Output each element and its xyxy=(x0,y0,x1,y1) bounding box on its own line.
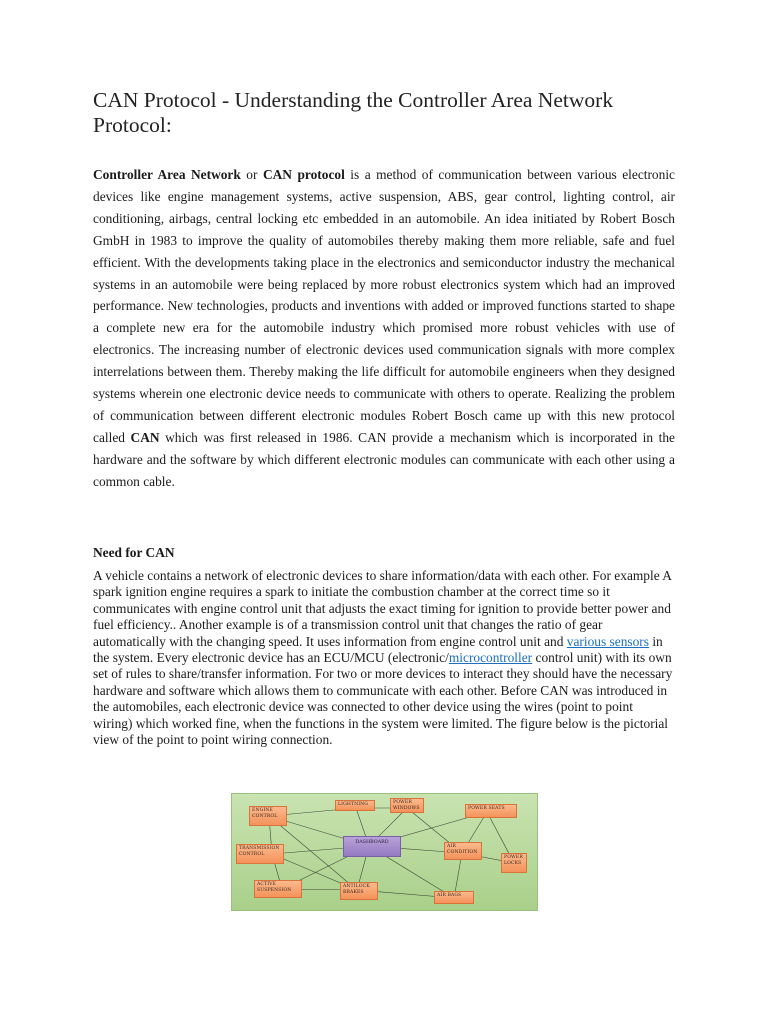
link-various-sensors[interactable]: various sensors xyxy=(566,633,649,649)
node-active-suspension: ACTIVE SUSPENSION xyxy=(254,880,302,898)
section-heading-need-for-can: Need for CAN xyxy=(93,545,175,560)
node-transmission-control: TRANSMISSION CONTROL xyxy=(236,844,284,864)
node-dashboard: DASHBOARD xyxy=(343,836,401,857)
node-power-windows: POWER WINDOWS xyxy=(390,798,424,813)
node-antilock-brakes: ANTILOCK BRAKES xyxy=(340,882,378,900)
node-power-locks: POWER LOCKS xyxy=(501,853,527,873)
text-span: in the system. Every electronic device has an ECU/MCU (electronic/ xyxy=(93,633,663,666)
point-to-point-wiring-figure xyxy=(231,793,538,911)
term-controller-area-network: Controller Area Network xyxy=(93,167,241,182)
text-span: is a method of communication between various electronic devices like engine management systems, active suspension, ABS, gear control, lighting control, air conditioning, airbags, central locking etc embedded in an automobile. An idea initiated by Robert Bosch GmbH in 1983 to improve the quality of automobiles thereby making them more reliable, safe and fuel efficient. With the developments taking place in the electronics and semiconductor industry the mechanical systems in an automobile were being replaced by more robust electronics system which had an improved performance. New technologies, products and inventions with added or improved functions started to shape a complete new era for the automobile industry which promised more robust vehicles with use of electronics. The increasing number of electronic devices used communication signals with more complex interrelations between them. Thereby making the life difficult for automobile engineers when they designed systems wherein one electronic device needs to communicate with others to operate. Realizing the problem of communication between different electronic modules Robert Bosch came up with this new protocol called xyxy=(93,167,675,445)
need-for-can-paragraph xyxy=(93,568,675,748)
term-can-protocol: CAN protocol xyxy=(262,167,345,182)
text-span: A vehicle contains a network of electronic devices to share information/data with each other. For example A spark ignition engine requires a spark to initiate the combustion chamber at the correct time so it communicates with engine control unit that adjusts the exact timing for ignition to provide better power and fuel efficiency.. Another example is of a transmission control unit that changes the ratio of gear automatically with the changing speed. It uses information from engine control unit and xyxy=(93,568,672,649)
text-span: control unit) with its own set of rules to share/transfer information. For two or more devices to interact they should have the necessary hardware and software which allows them to communicate with each other. Before CAN was introduced in the automobiles, each electronic device was connected to other device using the wires (point to point wiring) which worked fine, when the functions in the system were limited. The figure below is the pictorial view of the point to point wiring connection. xyxy=(93,650,673,748)
node-engine-control: ENGINE CONTROL xyxy=(249,806,287,826)
node-air-condition: AIR CONDITION xyxy=(444,842,482,860)
term-can: CAN xyxy=(130,429,160,445)
page-title: CAN Protocol - Understanding the Controller Area Network Protocol: xyxy=(93,88,614,137)
node-lighting: LIGHTNING xyxy=(335,800,375,811)
intro-paragraph xyxy=(93,164,675,493)
text-span: or xyxy=(240,167,263,182)
link-microcontroller[interactable]: microcontroller xyxy=(448,650,533,666)
node-air-bags: AIR BAGS xyxy=(434,891,474,904)
text-span: which was first released in 1986. CAN provide a mechanism which is incorporated in the hardware and the software by which different electronic modules can communicate with each other using a common cable. xyxy=(93,429,675,489)
node-power-seats: POWER SEATS xyxy=(465,804,517,818)
